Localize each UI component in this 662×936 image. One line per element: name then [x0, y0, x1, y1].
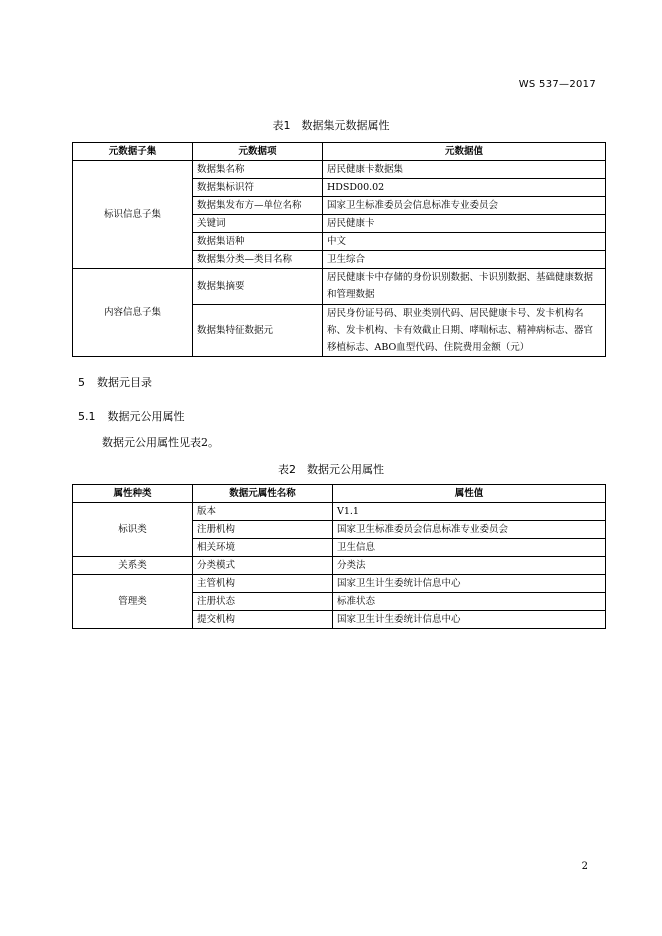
standard-code-header: WS 537—2017 [518, 79, 596, 90]
table1-value: 居民身份证号码、职业类别代码、居民健康卡号、发卡机构名称、发卡机构、卡有效截止日期、哮喘标志、精神病标志、器官移植标志、ABO血型代码、住院费用金额（元） [323, 304, 606, 357]
table1-metadata-attributes [72, 142, 606, 357]
section-5-heading [78, 374, 152, 390]
table1-value: 居民健康卡中存储的身份识别数据、卡识别数据、基础健康数据和管理数据 [323, 269, 606, 305]
section-5-title: 数据元目录 [97, 376, 152, 389]
table1-caption: 表1 数据集元数据属性 [272, 119, 390, 132]
paragraph-text: 数据元公用属性见表2。 [102, 436, 219, 449]
table1-header-value: 元数据值 [323, 143, 606, 161]
table2-item: 版本 [193, 503, 333, 521]
table2-item: 注册机构 [193, 521, 333, 539]
table1-value: 中文 [323, 233, 606, 251]
table2-item: 相关环境 [193, 539, 333, 557]
table-row [73, 503, 606, 521]
table2-header-attribute-value: 属性值 [333, 485, 606, 503]
table-row [73, 161, 606, 179]
table1-item: 数据集摘要 [193, 269, 323, 305]
table1-value: 国家卫生标准委员会信息标准专业委员会 [323, 197, 606, 215]
section-5-1-title: 数据元公用属性 [107, 410, 185, 423]
table2-value: 标准状态 [333, 593, 606, 611]
section-5-number: 5 [78, 376, 85, 389]
table1-item: 数据集标识符 [193, 179, 323, 197]
table2-caption: 表2 数据元公用属性 [278, 463, 384, 476]
table1-item: 数据集名称 [193, 161, 323, 179]
table2-group-identification: 标识类 [73, 503, 193, 557]
table1-group-content: 内容信息子集 [73, 269, 193, 357]
table2-header-row [73, 485, 606, 503]
table1-item: 数据集分类—类目名称 [193, 251, 323, 269]
table1-value: 居民健康卡 [323, 215, 606, 233]
table2-value: 分类法 [333, 557, 606, 575]
table2-value: V1.1 [333, 503, 606, 521]
table2-value: 国家卫生标准委员会信息标准专业委员会 [333, 521, 606, 539]
table2-item: 提交机构 [193, 611, 333, 629]
table1-item: 数据集发布方—单位名称 [193, 197, 323, 215]
table2-item: 主管机构 [193, 575, 333, 593]
table1-header-item: 元数据项 [193, 143, 323, 161]
table2-group-management: 管理类 [73, 575, 193, 629]
page-number: 2 [581, 861, 588, 872]
table1-value: HDSD00.02 [323, 179, 606, 197]
table2-common-attributes [72, 484, 606, 629]
table1-group-identification: 标识信息子集 [73, 161, 193, 269]
table2-item: 注册状态 [193, 593, 333, 611]
table1-item: 关键词 [193, 215, 323, 233]
section-5-1-number: 5.1 [78, 410, 96, 423]
table-row [73, 575, 606, 593]
table2-group-relation: 关系类 [73, 557, 193, 575]
table2-value: 国家卫生计生委统计信息中心 [333, 575, 606, 593]
section-5-1-heading [78, 408, 185, 424]
table-row [73, 557, 606, 575]
table2-value: 卫生信息 [333, 539, 606, 557]
table2-header-category: 属性种类 [73, 485, 193, 503]
table2-value: 国家卫生计生委统计信息中心 [333, 611, 606, 629]
table1-header-subset: 元数据子集 [73, 143, 193, 161]
table2-item: 分类模式 [193, 557, 333, 575]
table1-item: 数据集特征数据元 [193, 304, 323, 357]
table1-header-row [73, 143, 606, 161]
table2-header-attribute-name: 数据元属性名称 [193, 485, 333, 503]
table1-value: 卫生综合 [323, 251, 606, 269]
table-row [73, 269, 606, 305]
table1-value: 居民健康卡数据集 [323, 161, 606, 179]
table1-item: 数据集语种 [193, 233, 323, 251]
